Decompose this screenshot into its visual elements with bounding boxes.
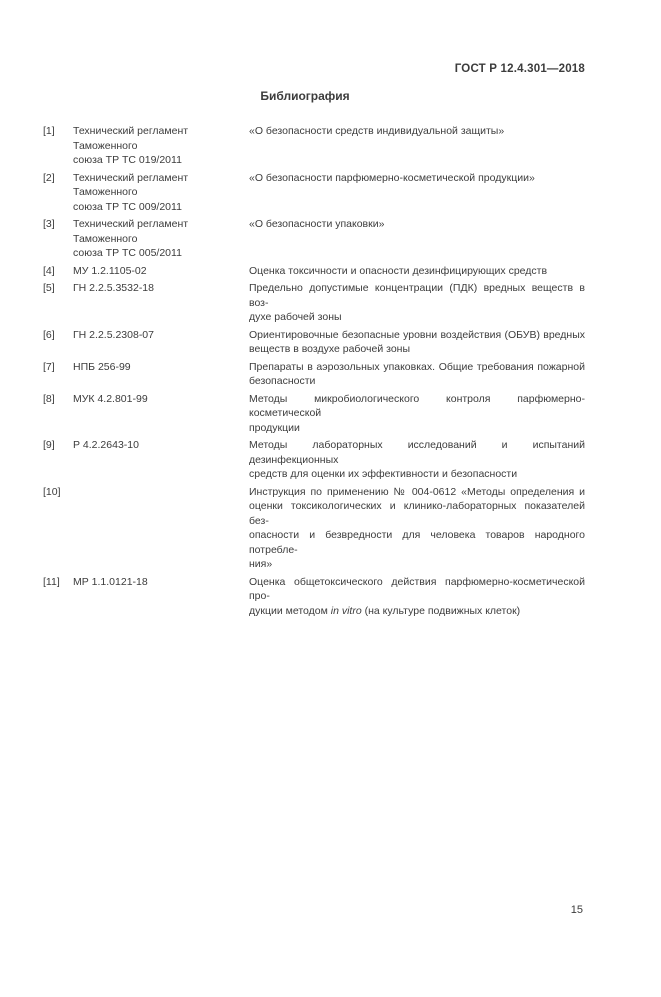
description-text-line: безопасности (249, 375, 316, 387)
description-text-line: «О безопасности упаковки» (249, 218, 385, 230)
description-text-line: Оценка токсичности и опасности дезинфицирующих средств (249, 264, 548, 277)
reference-source (73, 217, 249, 261)
description-text-line: «О безопасности парфюмерно-косметической продукции» (249, 171, 535, 184)
description-text-line: опасности и безвредности для человека товаров народного потребле- (249, 529, 585, 556)
reference-description (249, 124, 585, 139)
reference-number: [8] (43, 392, 55, 405)
reference-description (249, 438, 585, 482)
source-text-line: Технический регламент Таможенного (73, 125, 189, 152)
description-text-line: Препараты в аэрозольных упаковках. Общие требования пожарной (249, 360, 585, 373)
reference-description (249, 360, 585, 389)
reference-description (249, 281, 585, 325)
page-title: Библиография (260, 89, 350, 103)
description-text-line: ния» (249, 558, 273, 570)
reference-number: [4] (43, 264, 55, 277)
description-text-line: Методы микробиологического контроля парфюмерно-косметической (249, 392, 585, 419)
reference-source (73, 281, 249, 296)
reference-row (43, 438, 585, 482)
reference-number: [7] (43, 360, 55, 373)
description-text-line: Предельно допустимые концентрации (ПДК) вредных веществ в воз- (249, 282, 585, 309)
description-text-line: Инструкция по применению № 004-0612 «Методы определения и (249, 485, 585, 498)
source-text-line: ГН 2.2.5.2308-07 (73, 328, 154, 341)
reference-source (73, 575, 249, 590)
italic-text: in vitro (330, 604, 362, 617)
reference-row (43, 217, 585, 261)
reference-number: [1] (43, 125, 55, 137)
description-text-line: Методы лабораторных исследований и испытаний дезинфекционных (249, 439, 585, 466)
description-text-line: дукции методом in vitro (на культуре подвижных клеток) (249, 604, 521, 617)
reference-number: [11] (43, 575, 60, 588)
reference-row (43, 281, 585, 325)
reference-number: [5] (43, 282, 55, 294)
document-code-header: ГОСТ Р 12.4.301—2018 (454, 63, 585, 75)
source-text-line: союза ТР ТС 019/2011 (73, 154, 182, 166)
reference-row (43, 360, 585, 389)
description-text-line: Ориентировочные безопасные уровни воздействия (ОБУВ) вредных (249, 328, 585, 341)
source-text-line: Р 4.2.2643-10 (73, 439, 139, 451)
reference-row (43, 392, 585, 436)
source-text-line: Технический регламент Таможенного (73, 171, 189, 198)
reference-source (73, 124, 249, 168)
reference-description (249, 575, 585, 619)
reference-source (73, 438, 249, 453)
source-text-line: МР 1.1.0121-18 (73, 575, 148, 588)
reference-source (73, 392, 249, 407)
source-text-line: МУК 4.2.801-99 (73, 392, 148, 405)
description-text-line: духе рабочей зоны (249, 311, 342, 323)
reference-number: [2] (43, 171, 55, 184)
reference-source (73, 328, 249, 343)
source-text-line: ГН 2.2.5.3532-18 (73, 282, 154, 294)
reference-number: [10] (43, 485, 61, 498)
reference-source (73, 171, 249, 215)
description-text-line: Оценка общетоксического действия парфюмерно-косметической про- (249, 575, 585, 602)
reference-row (43, 124, 585, 168)
source-text-line: союза ТР ТС 005/2011 (73, 247, 182, 259)
source-text-line: МУ 1.2.1105-02 (73, 264, 147, 277)
reference-description (249, 392, 585, 436)
reference-description (249, 217, 585, 232)
references-list (43, 124, 585, 618)
reference-row (43, 485, 585, 572)
reference-number: [9] (43, 439, 55, 451)
reference-description (249, 328, 585, 357)
reference-row (43, 264, 585, 279)
page-number: 15 (570, 904, 583, 916)
description-text-line: оценки токсикологических и клинико-лабораторных показателей без- (249, 500, 585, 527)
reference-source (73, 264, 249, 279)
reference-description (249, 264, 585, 279)
source-text-line: НПБ 256-99 (73, 360, 131, 373)
reference-row (43, 171, 585, 215)
description-text-line: средств для оценки их эффективности и безопасности (249, 468, 518, 480)
source-text-line: союза ТР ТС 009/2011 (73, 200, 182, 213)
reference-row (43, 575, 585, 619)
reference-row (43, 328, 585, 357)
reference-description (249, 171, 585, 186)
description-text-line: «О безопасности средств индивидуальной защиты» (249, 125, 505, 137)
reference-number: [6] (43, 328, 55, 341)
reference-source (73, 360, 249, 375)
source-text-line: Технический регламент Таможенного (73, 218, 189, 245)
reference-description (249, 485, 585, 572)
reference-number: [3] (43, 218, 55, 230)
description-text-line: веществ в воздухе рабочей зоны (249, 343, 411, 355)
description-text-line: продукции (249, 421, 300, 434)
